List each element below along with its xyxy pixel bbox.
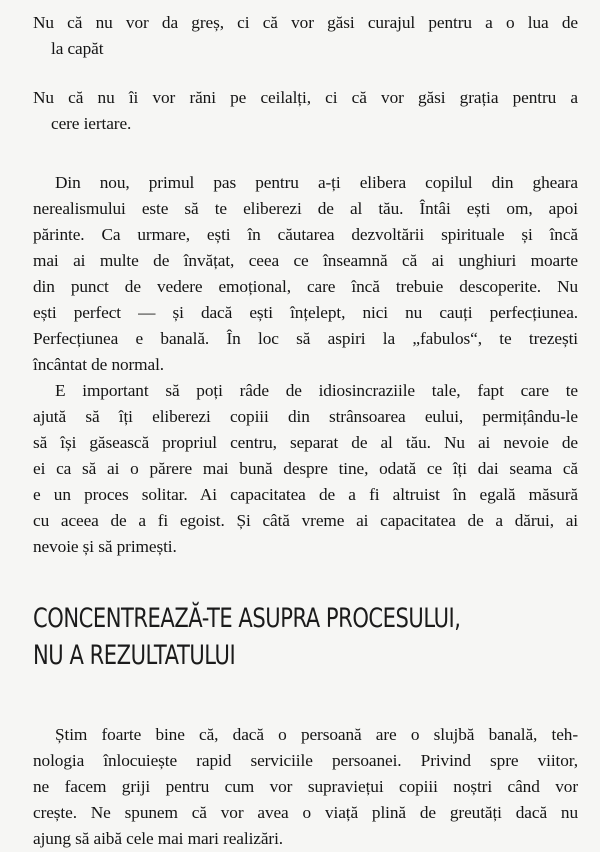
text-line: E important să poți râde de idiosincraziile tale, fapt care te: [55, 381, 578, 400]
text-line: nerealismului este să te eliberezi de al tău. Întâi ești om, apoi: [33, 199, 578, 218]
text-line: Din nou, primul pas pentru a-ți elibera copilul din gheara: [55, 173, 578, 192]
text-line: Nu că nu vor da greș, ci că vor găsi curajul pentru a o lua de: [33, 13, 578, 32]
section-heading-line: CONCENTREAZĂ-TE ASUPRA PROCESULUI,: [33, 603, 461, 634]
text-line: Știm foarte bine că, dacă o persoană are o slujbă banală, teh-: [55, 725, 578, 744]
text-line: cere iertare.: [51, 114, 132, 133]
text-line: mai ai multe de învățat, ceea ce înseamnă că ai unghiuri moarte: [33, 251, 578, 270]
text-line: e un proces solitar. Ai capacitatea de a fi altruist în egală măsură: [33, 485, 578, 504]
paragraph-first: [33, 170, 578, 378]
book-page: [33, 10, 578, 852]
text-line: din punct de vedere emoțional, care încă trebuie descoperite. Nu: [33, 277, 578, 296]
intro-line-1: [33, 10, 578, 62]
text-line: să își găsească propriul centru, separat de al tău. Nu ai nevoie de: [33, 433, 578, 452]
section-heading-line: NU A REZULTATULUI: [33, 640, 236, 671]
text-line: ajută să îți eliberezi copiii din strânsoarea eului, permițându-le: [33, 407, 578, 426]
text-line: ești perfect — și dacă ești înțelept, nici nu cauți perfecțiunea.: [33, 303, 578, 322]
text-line: părinte. Ca urmare, ești în căutarea dezvoltării spirituale și încă: [33, 225, 578, 244]
paragraph-second: [33, 378, 578, 560]
text-line: la capăt: [51, 39, 104, 58]
paragraph-third: [33, 722, 578, 852]
text-line: cu aceea de a fi egoist. Și câtă vreme ai capacitatea de a dărui, ai: [33, 511, 578, 530]
text-line: ajung să aibă cele mai mari realizări.: [33, 829, 284, 848]
text-line: nologia înlocuiește rapid serviciile persoanei. Privind spre viitor,: [33, 751, 578, 770]
text-line: Nu că nu îi vor răni pe ceilalți, ci că vor găsi grația pentru a: [33, 88, 578, 107]
text-line: crește. Ne spunem că vor avea o viață plină de greutăți dacă nu: [33, 803, 578, 822]
text-line: ne facem griji pentru cum vor supraviețui copiii noștri când vor: [33, 777, 578, 796]
text-line: ei ca să ai o părere mai bună despre tine, odată ce îți dai seama că: [33, 459, 578, 478]
text-line: nevoie și să primești.: [33, 537, 177, 556]
intro-line-2: [33, 85, 578, 137]
text-line: încântat de normal.: [33, 355, 165, 374]
text-line: Perfecțiunea e banală. În loc să aspiri la „fabulos“, te trezești: [33, 329, 578, 348]
section-heading: [33, 600, 578, 682]
